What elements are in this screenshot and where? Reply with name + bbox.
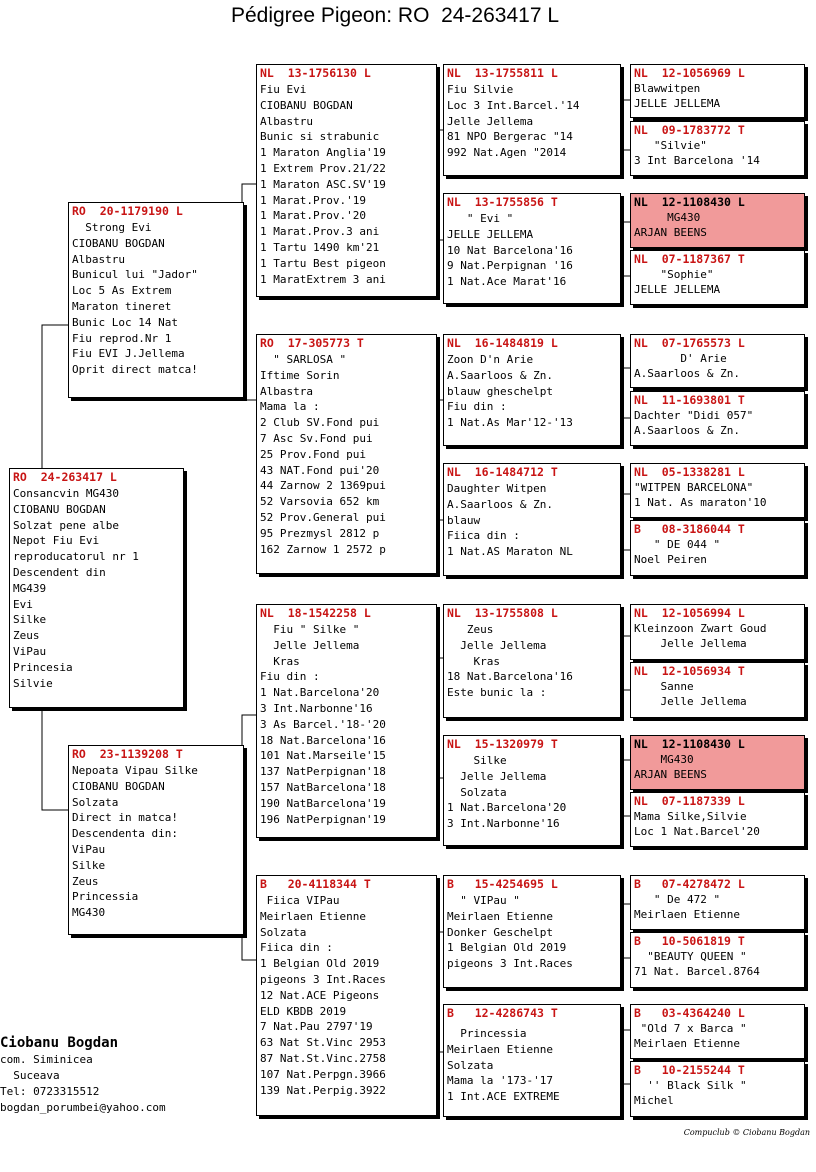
card-line: 190 NatBarcelona'19 bbox=[260, 796, 386, 810]
card-line: 7 Asc Sv.Fond pui bbox=[260, 431, 373, 445]
card-line: Bunic si strabunic bbox=[260, 130, 380, 144]
ring-number: NL 11-1693801 T bbox=[634, 393, 745, 407]
card-line: Solzat pene albe bbox=[13, 518, 119, 532]
card-line: 137 NatPerpignan'18 bbox=[260, 765, 386, 779]
card-line: Jelle Jellema bbox=[634, 694, 747, 708]
card-line: Fiu Evi bbox=[260, 83, 307, 96]
ring-number: NL 09-1783772 T bbox=[634, 123, 745, 137]
card-line: 1 Nat. As maraton'10 bbox=[634, 495, 767, 509]
card-line: 3 Int.Narbonne'16 bbox=[260, 701, 373, 715]
card-line: Albastru bbox=[260, 114, 313, 128]
card-line: '' Black Silk " bbox=[634, 1079, 747, 1092]
card-line: CIOBANU BOGDAN bbox=[260, 98, 353, 112]
card-line: pigeons 3 Int.Races bbox=[447, 957, 573, 971]
card-line: Silke bbox=[13, 613, 47, 627]
card-line: Jelle Jellema bbox=[447, 638, 547, 652]
ring-number: NL 15-1320979 T bbox=[447, 737, 558, 751]
ring-number: NL 16-1484819 L bbox=[447, 336, 558, 350]
page-title: Pédigree Pigeon: RO 24-263417 L bbox=[230, 4, 560, 27]
gen4-card bbox=[630, 64, 805, 118]
card-line: Meirlaen Etienne bbox=[260, 909, 366, 923]
card-line: Fiica VIPau bbox=[260, 894, 340, 907]
card-line: 63 Nat St.Vinc 2953 bbox=[260, 1036, 386, 1050]
card-line: 1 Belgian Old 2019 bbox=[447, 941, 567, 955]
gen4-card bbox=[630, 1004, 805, 1059]
card-line: 1 Nat.AS Maraton NL bbox=[447, 545, 573, 559]
breeder-name: Ciobanu Bogdan bbox=[0, 1035, 119, 1051]
card-line: Silke bbox=[447, 754, 507, 767]
card-line: " DE 044 " bbox=[634, 538, 721, 551]
great-grandparent-card bbox=[443, 735, 621, 846]
gen4-card bbox=[630, 662, 805, 718]
card-line: 1 Nat.Barcelona'20 bbox=[447, 801, 567, 815]
card-line: blauw bbox=[447, 513, 481, 527]
card-line: Jelle Jellema bbox=[447, 769, 547, 783]
card-line: 3 Int.Narbonne'16 bbox=[447, 817, 560, 831]
great-grandparent-card bbox=[443, 334, 621, 446]
card-line: Oprit direct matca! bbox=[72, 363, 198, 377]
card-line: pigeons 3 Int.Races bbox=[260, 972, 386, 986]
card-line: Fiu " Silke " bbox=[260, 623, 360, 636]
grandparent-card bbox=[256, 64, 437, 297]
card-line: 1 Extrem Prov.21/22 bbox=[260, 161, 386, 175]
ring-number: RO 23-1139208 T bbox=[72, 747, 183, 761]
card-line: 43 NAT.Fond pui'20 bbox=[260, 463, 380, 477]
card-line: A.Saarloos & Zn. bbox=[634, 423, 740, 437]
card-line: 196 NatPerpignan'19 bbox=[260, 812, 386, 826]
card-line: Meirlaen Etienne bbox=[447, 1042, 553, 1056]
card-line: CIOBANU BOGDAN bbox=[72, 779, 165, 793]
card-line: Mama Silke,Silvie bbox=[634, 810, 747, 823]
card-line: A.Saarloos & Zn. bbox=[447, 368, 553, 382]
card-line: 1 Nat.Barcelona'20 bbox=[260, 686, 380, 700]
card-line: "Old 7 x Barca " bbox=[634, 1022, 747, 1035]
card-line: Jelle Jellema bbox=[634, 636, 747, 650]
grandparent-card bbox=[256, 875, 437, 1116]
card-line: " Evi " bbox=[447, 212, 514, 225]
great-grandparent-card bbox=[443, 193, 621, 304]
card-line: Iftime Sorin bbox=[260, 368, 340, 382]
gen4-card bbox=[630, 875, 805, 930]
ring-number: B 03-4364240 L bbox=[634, 1006, 745, 1020]
gen4-card bbox=[630, 792, 805, 847]
card-line: 1 Belgian Old 2019 bbox=[260, 957, 380, 971]
ring-number: B 12-4286743 T bbox=[447, 1006, 558, 1020]
ring-number: B 15-4254695 L bbox=[447, 877, 558, 891]
card-line: D' Arie bbox=[634, 352, 727, 365]
card-line: 1 Tartu 1490 km'21 bbox=[260, 240, 380, 254]
card-line: Kras bbox=[260, 654, 300, 668]
card-line: Zoon D'n Arie bbox=[447, 353, 534, 366]
card-line: A.Saarloos & Zn. bbox=[634, 366, 740, 380]
card-line: CIOBANU BOGDAN bbox=[72, 236, 165, 250]
ring-number: NL 13-1755811 L bbox=[447, 66, 558, 80]
ring-number: NL 07-1187339 L bbox=[634, 794, 745, 808]
ring-number: NL 12-1056934 T bbox=[634, 664, 745, 678]
card-line: Noel Peiren bbox=[634, 552, 707, 566]
gen4-card bbox=[630, 604, 805, 660]
great-grandparent-card bbox=[443, 64, 621, 176]
card-line: Meirlaen Etienne bbox=[634, 1036, 740, 1050]
card-line: 157 NatBarcelona'18 bbox=[260, 780, 386, 794]
card-line: blauw gheschelpt bbox=[447, 384, 553, 398]
card-line: Loc 1 Nat.Barcel'20 bbox=[634, 824, 760, 838]
gen4-card bbox=[630, 391, 805, 446]
card-line: 107 Nat.Perpgn.3966 bbox=[260, 1067, 386, 1081]
ring-number: B 20-4118344 T bbox=[260, 877, 371, 891]
card-line: 1 Int.ACE EXTREME bbox=[447, 1090, 560, 1104]
card-line: 1 Tartu Best pigeon bbox=[260, 256, 386, 270]
card-line: 71 Nat. Barcel.8764 bbox=[634, 964, 760, 978]
ring-number: RO 17-305773 T bbox=[260, 336, 364, 350]
card-line: Solzata bbox=[447, 1058, 494, 1072]
card-line: Princessia bbox=[447, 1027, 527, 1040]
card-line: reproducatorul nr 1 bbox=[13, 550, 139, 564]
card-line: 162 Zarnow 1 2572 p bbox=[260, 542, 386, 556]
card-line: Este bunic la : bbox=[447, 686, 547, 700]
card-line: JELLE JELLEMA bbox=[447, 227, 534, 241]
gen4-card bbox=[630, 463, 805, 518]
card-line: 81 NPO Bergerac "14 bbox=[447, 130, 573, 144]
card-line: Fiu EVI J.Jellema bbox=[72, 347, 185, 361]
card-line: Fiica din : bbox=[447, 529, 520, 543]
card-line: " VIPau " bbox=[447, 894, 520, 907]
card-line: Sanne bbox=[634, 680, 694, 693]
card-line: Consancvin MG430 bbox=[13, 487, 119, 500]
ring-number: NL 12-1056994 L bbox=[634, 606, 745, 620]
card-line: 1 Nat.As Mar'12-'13 bbox=[447, 416, 573, 430]
card-line: Donker Geschelpt bbox=[447, 925, 553, 939]
ring-number: NL 13-1755808 L bbox=[447, 606, 558, 620]
ring-number: NL 12-1108430 L bbox=[634, 737, 745, 751]
card-line: MG430 bbox=[634, 753, 694, 766]
breeder-phone: Tel: 0723315512 bbox=[0, 1085, 100, 1098]
card-line: 52 Varsovia 652 km bbox=[260, 495, 380, 509]
ring-number: NL 13-1756130 L bbox=[260, 66, 371, 80]
ring-number: B 10-2155244 T bbox=[634, 1063, 745, 1077]
card-line: Princesia bbox=[13, 660, 73, 674]
ring-number: NL 16-1484712 T bbox=[447, 465, 558, 479]
card-line: MG439 bbox=[13, 581, 47, 595]
card-line: Nepoata Vipau Silke bbox=[72, 764, 198, 777]
gen4-card-highlighted bbox=[630, 193, 805, 248]
card-line: 3 As Barcel.'18-'20 bbox=[260, 717, 386, 731]
card-line: Albastru bbox=[72, 252, 125, 266]
card-line: Descendenta din: bbox=[72, 827, 178, 841]
card-line: Fiu reprod.Nr 1 bbox=[72, 331, 172, 345]
ring-number: NL 18-1542258 L bbox=[260, 606, 371, 620]
card-line: 1 Nat.Ace Marat'16 bbox=[447, 275, 567, 289]
great-grandparent-card bbox=[443, 875, 621, 988]
subject-pigeon-card bbox=[9, 468, 184, 708]
card-line: Loc 3 Int.Barcel.'14 bbox=[447, 98, 580, 112]
card-line: ViPau bbox=[13, 644, 47, 658]
card-line: Evi bbox=[13, 597, 33, 611]
grandparent-card bbox=[256, 334, 437, 574]
grandparent-card bbox=[256, 604, 437, 838]
card-line: A.Saarloos & Zn. bbox=[447, 497, 553, 511]
card-line: Direct in matca! bbox=[72, 811, 178, 825]
card-line: Zeus bbox=[13, 629, 40, 643]
gen4-card bbox=[630, 520, 805, 576]
card-line: "BEAUTY QUEEN " bbox=[634, 950, 747, 963]
card-line: ViPau bbox=[72, 842, 106, 856]
card-line: Loc 5 As Extrem bbox=[72, 284, 172, 298]
card-line: CIOBANU BOGDAN bbox=[13, 502, 106, 516]
card-line: Solzata bbox=[72, 795, 119, 809]
card-line: Dachter "Didi 057" bbox=[634, 409, 754, 422]
ring-number: RO 20-1179190 L bbox=[72, 204, 183, 218]
breeder-email: bogdan_porumbei@yahoo.com bbox=[0, 1101, 166, 1114]
ring-number: RO 24-263417 L bbox=[13, 470, 117, 484]
card-line: MG430 bbox=[72, 906, 106, 920]
ring-number: NL 05-1338281 L bbox=[634, 465, 745, 479]
card-line: JELLE JELLEMA bbox=[634, 96, 721, 110]
card-line: 1 Marat.Prov.'20 bbox=[260, 209, 366, 223]
card-line: "WITPEN BARCELONA" bbox=[634, 481, 754, 494]
great-grandparent-card bbox=[443, 463, 621, 576]
card-line: Meirlaen Etienne bbox=[447, 909, 553, 923]
card-line: 52 Prov.General pui bbox=[260, 510, 386, 524]
card-line: Fiica din : bbox=[260, 941, 333, 955]
card-line: Mama la : bbox=[260, 400, 320, 414]
card-line: 3 Int Barcelona '14 bbox=[634, 153, 760, 167]
ring-number: B 08-3186044 T bbox=[634, 522, 745, 536]
card-line: Zeus bbox=[72, 874, 99, 888]
card-line: Kleinzoon Zwart Goud bbox=[634, 622, 767, 635]
card-line: Princessia bbox=[72, 890, 139, 904]
card-line: 1 Marat.Prov.'19 bbox=[260, 193, 366, 207]
ring-number: NL 07-1765573 L bbox=[634, 336, 745, 350]
card-line: 101 Nat.Marseile'15 bbox=[260, 749, 386, 763]
card-line: Kras bbox=[447, 654, 500, 668]
card-line: Fiu Silvie bbox=[447, 83, 514, 96]
card-line: Michel bbox=[634, 1093, 674, 1107]
card-line: MG430 bbox=[634, 211, 701, 224]
card-line: Solzata bbox=[447, 785, 507, 799]
ring-number: B 10-5061819 T bbox=[634, 934, 745, 948]
card-line: Blawwitpen bbox=[634, 82, 701, 95]
breeder-address-line: Suceava bbox=[0, 1069, 60, 1082]
breeder-contact bbox=[0, 1034, 166, 1116]
gen4-card bbox=[630, 334, 805, 388]
card-line: ARJAN BEENS bbox=[634, 767, 707, 781]
card-line: Descendent din bbox=[13, 565, 106, 579]
software-credit: Compuclub © Ciobanu Bogdan bbox=[683, 1128, 810, 1137]
dam-card bbox=[68, 745, 244, 935]
card-line: Nepot Fiu Evi bbox=[13, 534, 100, 548]
gen4-card bbox=[630, 932, 805, 988]
ring-number: NL 07-1187367 T bbox=[634, 252, 745, 266]
breeder-address-line: com. Siminicea bbox=[0, 1053, 93, 1066]
card-line: Bunicul lui "Jador" bbox=[72, 268, 198, 282]
card-line: Solzata bbox=[260, 925, 307, 939]
card-line: 1 Maraton Anglia'19 bbox=[260, 146, 386, 160]
card-line: Jelle Jellema bbox=[447, 114, 534, 128]
gen4-card-highlighted bbox=[630, 735, 805, 790]
ring-number: B 07-4278472 L bbox=[634, 877, 745, 891]
card-line: 1 Maraton ASC.SV'19 bbox=[260, 177, 386, 191]
card-line: Silke bbox=[72, 858, 106, 872]
card-line: Albastra bbox=[260, 384, 313, 398]
card-line: 1 MaratExtrem 3 ani bbox=[260, 272, 386, 286]
card-line: 18 Nat.Barcelona'16 bbox=[447, 670, 573, 684]
card-line: Silvie bbox=[13, 676, 53, 690]
card-line: 12 Nat.ACE Pigeons bbox=[260, 988, 380, 1002]
card-line: 7 Nat.Pau 2797'19 bbox=[260, 1020, 373, 1034]
card-line: ELD KBDB 2019 bbox=[260, 1004, 347, 1018]
card-line: Strong Evi bbox=[72, 221, 152, 234]
card-line: Bunic Loc 14 Nat bbox=[72, 315, 178, 329]
card-line: 18 Nat.Barcelona'16 bbox=[260, 733, 386, 747]
card-line: 139 Nat.Perpig.3922 bbox=[260, 1083, 386, 1097]
card-line: Maraton tineret bbox=[72, 299, 172, 313]
card-line: 9 Nat.Perpignan '16 bbox=[447, 259, 573, 273]
card-line: 44 Zarnow 2 1369pui bbox=[260, 479, 386, 493]
card-line: " De 472 " bbox=[634, 893, 721, 906]
sire-card bbox=[68, 202, 244, 398]
card-line: Fiu din : bbox=[260, 670, 320, 684]
card-line: Mama la '173-'17 bbox=[447, 1074, 553, 1088]
card-line: Fiu din : bbox=[447, 400, 507, 414]
card-line: JELLE JELLEMA bbox=[634, 282, 721, 296]
card-line: 95 Prezmysl 2812 p bbox=[260, 526, 380, 540]
card-line: 992 Nat.Agen "2014 bbox=[447, 146, 567, 160]
ring-number: NL 12-1108430 L bbox=[634, 195, 745, 209]
card-line: "Sophie" bbox=[634, 268, 714, 281]
gen4-card bbox=[630, 250, 805, 305]
card-line: "Silvie" bbox=[634, 139, 707, 152]
great-grandparent-card bbox=[443, 1004, 621, 1117]
gen4-card bbox=[630, 1061, 805, 1117]
ring-number: NL 12-1056969 L bbox=[634, 66, 745, 80]
card-line: 87 Nat.St.Vinc.2758 bbox=[260, 1051, 386, 1065]
gen4-card bbox=[630, 121, 805, 176]
card-line: 25 Prov.Fond pui bbox=[260, 447, 366, 461]
card-line: Daughter Witpen bbox=[447, 482, 547, 495]
card-line: Meirlaen Etienne bbox=[634, 907, 740, 921]
card-line: Jelle Jellema bbox=[260, 638, 360, 652]
card-line: 10 Nat Barcelona'16 bbox=[447, 243, 573, 257]
great-grandparent-card bbox=[443, 604, 621, 718]
card-line: ARJAN BEENS bbox=[634, 225, 707, 239]
card-line: 2 Club SV.Fond pui bbox=[260, 416, 380, 430]
ring-number: NL 13-1755856 T bbox=[447, 195, 558, 209]
card-line: Zeus bbox=[447, 623, 494, 636]
card-line: " SARLOSA " bbox=[260, 353, 347, 366]
card-line: 1 Marat.Prov.3 ani bbox=[260, 225, 380, 239]
